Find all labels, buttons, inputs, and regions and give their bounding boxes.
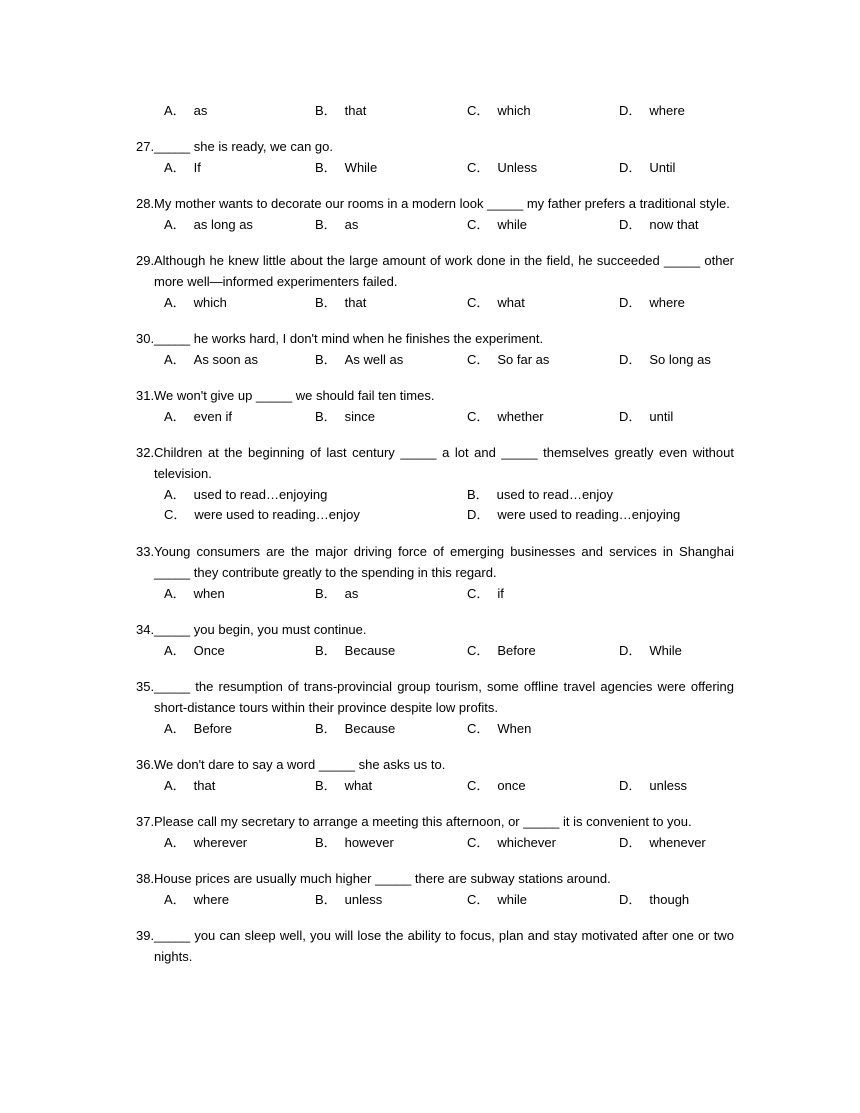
option-text: Once xyxy=(193,643,225,658)
option-text: however xyxy=(344,835,394,850)
option-a xyxy=(164,157,201,178)
option-text: until xyxy=(649,409,674,424)
option-a xyxy=(164,100,207,121)
option-text: while xyxy=(497,892,528,907)
option-text: whenever xyxy=(649,835,706,850)
option-b xyxy=(315,832,394,853)
option-letter: C． xyxy=(467,586,490,601)
option-text: unless xyxy=(344,892,383,907)
option-d xyxy=(619,832,706,853)
option-letter: B． xyxy=(315,778,337,793)
option-a xyxy=(164,484,327,505)
option-a xyxy=(164,406,232,427)
option-letter: D． xyxy=(467,507,490,522)
option-letter: C． xyxy=(164,507,187,522)
option-c xyxy=(467,157,537,178)
question-38 xyxy=(136,868,734,910)
question-stem-line xyxy=(136,541,734,583)
question-stem: We won't give up _____ we should fail ten times. xyxy=(154,388,435,403)
option-row xyxy=(164,583,734,604)
option-c xyxy=(467,583,504,604)
option-text: as xyxy=(344,217,359,232)
option-c xyxy=(467,100,531,121)
option-text: where xyxy=(649,103,685,118)
question-stem: Please call my secretary to arrange a meeting this afternoon, or _____ it is convenient to you. xyxy=(154,814,692,829)
option-text: Before xyxy=(193,721,232,736)
option-a xyxy=(164,640,225,661)
option-a xyxy=(164,583,225,604)
option-letter: A． xyxy=(164,487,186,502)
option-text: While xyxy=(649,643,682,658)
option-letter: B． xyxy=(315,295,337,310)
question-stem: _____ you can sleep well, you will lose the ability to focus, plan and stay motivated after one or two nights. xyxy=(154,928,734,964)
question-30 xyxy=(136,328,734,370)
option-b xyxy=(315,775,372,796)
option-text: Unless xyxy=(497,160,538,175)
option-d xyxy=(619,214,699,235)
option-grid xyxy=(164,484,734,526)
question-number: 32. xyxy=(136,445,155,460)
option-letter: D． xyxy=(619,352,642,367)
question-27 xyxy=(136,136,734,178)
option-text: as long as xyxy=(193,217,253,232)
option-b xyxy=(467,484,613,505)
option-row xyxy=(164,640,734,661)
option-letter: C． xyxy=(467,721,490,736)
option-a xyxy=(164,889,229,910)
question-stem: Young consumers are the major driving force of emerging businesses and services in Shanghai _____ they contribute greatly to the spending in this regard. xyxy=(154,544,734,580)
option-b xyxy=(315,100,366,121)
option-letter: B． xyxy=(467,487,489,502)
option-c xyxy=(467,406,544,427)
question-number: 27. xyxy=(136,139,155,154)
option-text: which xyxy=(497,103,531,118)
option-letter: B． xyxy=(315,160,337,175)
option-letter: B． xyxy=(315,586,337,601)
option-letter: A． xyxy=(164,835,186,850)
question-number: 37. xyxy=(136,814,155,829)
option-letter: B． xyxy=(315,892,337,907)
option-letter: A． xyxy=(164,103,186,118)
question-35 xyxy=(136,676,734,739)
option-d xyxy=(619,349,711,370)
option-text: While xyxy=(344,160,378,175)
question-number: 33. xyxy=(136,544,155,559)
option-b xyxy=(315,640,395,661)
option-text: used to read…enjoy xyxy=(496,487,614,502)
option-letter: D． xyxy=(619,103,642,118)
option-text: that xyxy=(344,295,367,310)
option-d xyxy=(467,504,680,525)
question-stem-line xyxy=(136,442,734,484)
option-d xyxy=(619,775,687,796)
option-text: while xyxy=(497,217,528,232)
question-stem-line xyxy=(136,250,734,292)
option-row xyxy=(164,157,734,178)
option-letter: B． xyxy=(315,103,337,118)
option-d xyxy=(619,157,675,178)
option-letter: C． xyxy=(467,892,490,907)
question-stem: _____ you begin, you must continue. xyxy=(154,622,367,637)
option-text: Before xyxy=(497,643,536,658)
question-stem: My mother wants to decorate our rooms in a modern look _____ my father prefers a traditional style. xyxy=(154,196,730,211)
option-a xyxy=(164,832,247,853)
question-number: 29. xyxy=(136,253,155,268)
option-letter: C． xyxy=(467,643,490,658)
option-text: where xyxy=(649,295,685,310)
option-text: Because xyxy=(344,643,396,658)
option-b xyxy=(315,406,375,427)
option-letter: C． xyxy=(467,835,490,850)
option-text: as xyxy=(193,103,208,118)
option-letter: D． xyxy=(619,295,642,310)
option-d xyxy=(619,406,673,427)
option-text: So far as xyxy=(497,352,550,367)
option-letter: D． xyxy=(619,892,642,907)
option-row xyxy=(164,832,734,853)
option-letter: B． xyxy=(315,835,337,850)
option-text: used to read…enjoying xyxy=(193,487,328,502)
option-letter: B． xyxy=(315,409,337,424)
option-text: were used to reading…enjoy xyxy=(194,507,360,522)
option-letter: C． xyxy=(467,103,490,118)
question-stem-line xyxy=(136,328,734,349)
question-37 xyxy=(136,811,734,853)
option-b xyxy=(315,214,358,235)
question-39 xyxy=(136,925,734,967)
option-letter: B． xyxy=(315,217,337,232)
question-stem-line xyxy=(136,754,734,775)
option-d xyxy=(619,292,685,313)
question-number: 38. xyxy=(136,871,155,886)
question-36 xyxy=(136,754,734,796)
question-number: 39. xyxy=(136,928,155,943)
option-text: unless xyxy=(649,778,687,793)
option-a xyxy=(164,349,258,370)
option-letter: D． xyxy=(619,160,642,175)
question-stem: _____ the resumption of trans-provincial group tourism, some offline travel agencies were offering short-distance tours within their province despite low profits. xyxy=(154,679,734,715)
option-a xyxy=(164,292,227,313)
option-row xyxy=(164,718,734,739)
question-34 xyxy=(136,619,734,661)
question-number: 34. xyxy=(136,622,155,637)
question-stem-line xyxy=(136,619,734,640)
option-text: where xyxy=(193,892,230,907)
option-text: what xyxy=(497,295,525,310)
option-text: that xyxy=(344,103,367,118)
option-row xyxy=(164,292,734,313)
question-stem: _____ she is ready, we can go. xyxy=(154,139,333,154)
option-text: though xyxy=(649,892,690,907)
option-text: once xyxy=(497,778,526,793)
question-33 xyxy=(136,541,734,604)
option-b xyxy=(315,718,395,739)
option-letter: B． xyxy=(315,352,337,367)
option-text: When xyxy=(497,721,532,736)
option-d xyxy=(619,640,682,661)
option-text: whichever xyxy=(497,835,556,850)
option-text: As soon as xyxy=(193,352,258,367)
option-text: were used to reading…enjoying xyxy=(497,507,681,522)
question-stem-line xyxy=(136,811,734,832)
option-letter: C． xyxy=(467,160,490,175)
question-stem-line xyxy=(136,193,734,214)
question-29 xyxy=(136,250,734,313)
option-c xyxy=(467,640,536,661)
option-letter: A． xyxy=(164,721,186,736)
option-text: Because xyxy=(344,721,396,736)
option-letter: D． xyxy=(619,409,642,424)
option-b xyxy=(315,157,377,178)
option-text: As well as xyxy=(344,352,404,367)
option-row xyxy=(164,406,734,427)
option-c xyxy=(164,504,360,525)
option-letter: A． xyxy=(164,778,186,793)
question-stem: House prices are usually much higher _____ there are subway stations around. xyxy=(154,871,611,886)
option-letter: B． xyxy=(315,643,337,658)
option-letter: A． xyxy=(164,892,186,907)
option-text: wherever xyxy=(193,835,248,850)
question-stem-line xyxy=(136,868,734,889)
option-text: what xyxy=(344,778,373,793)
question-stem-line xyxy=(136,136,734,157)
option-c xyxy=(467,832,556,853)
option-letter: C． xyxy=(467,217,490,232)
option-c xyxy=(467,775,526,796)
question-31 xyxy=(136,385,734,427)
option-text: since xyxy=(344,409,376,424)
question-stem: We don't dare to say a word _____ she asks us to. xyxy=(154,757,446,772)
option-row xyxy=(164,775,734,796)
option-letter: B． xyxy=(315,721,337,736)
option-text: Until xyxy=(649,160,676,175)
question-stem: _____ he works hard, I don't mind when he finishes the experiment. xyxy=(154,331,544,346)
option-letter: C． xyxy=(467,778,490,793)
question-number: 28. xyxy=(136,196,155,211)
option-letter: D． xyxy=(619,835,642,850)
option-text: whether xyxy=(497,409,544,424)
question-stem: Children at the beginning of last century _____ a lot and _____ themselves greatly even without television. xyxy=(154,445,734,481)
option-b xyxy=(315,583,358,604)
question-26-options-continued xyxy=(136,100,734,121)
option-row xyxy=(164,214,734,235)
option-letter: C． xyxy=(467,352,490,367)
option-letter: A． xyxy=(164,643,186,658)
option-letter: C． xyxy=(467,295,490,310)
option-letter: A． xyxy=(164,295,186,310)
option-letter: A． xyxy=(164,352,186,367)
question-number: 35. xyxy=(136,679,155,694)
option-text: if xyxy=(497,586,504,601)
option-letter: D． xyxy=(619,217,642,232)
option-b xyxy=(315,889,382,910)
question-number: 30. xyxy=(136,331,155,346)
question-stem-line xyxy=(136,925,734,967)
option-text: So long as xyxy=(649,352,711,367)
option-c xyxy=(467,718,531,739)
option-row xyxy=(164,100,734,121)
question-28 xyxy=(136,193,734,235)
option-row xyxy=(164,349,734,370)
question-number: 31. xyxy=(136,388,155,403)
option-b xyxy=(315,292,366,313)
question-number: 36. xyxy=(136,757,155,772)
option-text: that xyxy=(193,778,216,793)
question-stem-line xyxy=(136,676,734,718)
option-c xyxy=(467,214,527,235)
option-letter: A． xyxy=(164,586,186,601)
option-letter: C． xyxy=(467,409,490,424)
option-a xyxy=(164,718,232,739)
question-32 xyxy=(136,442,734,526)
option-d xyxy=(619,100,685,121)
option-row xyxy=(164,889,734,910)
option-a xyxy=(164,775,215,796)
question-list xyxy=(136,100,734,982)
option-letter: D． xyxy=(619,778,642,793)
option-text: even if xyxy=(193,409,232,424)
option-a xyxy=(164,214,253,235)
option-c xyxy=(467,349,549,370)
option-text: now that xyxy=(649,217,699,232)
option-letter: A． xyxy=(164,160,186,175)
option-b xyxy=(315,349,403,370)
option-text: when xyxy=(193,586,225,601)
option-letter: A． xyxy=(164,217,186,232)
option-letter: D． xyxy=(619,643,642,658)
option-letter: A． xyxy=(164,409,186,424)
option-d xyxy=(619,889,689,910)
question-stem: Although he knew little about the large amount of work done in the field, he succeeded _____ other more well—informed experimenters failed. xyxy=(154,253,734,289)
question-stem-line xyxy=(136,385,734,406)
option-text: which xyxy=(193,295,227,310)
option-c xyxy=(467,889,527,910)
option-text: If xyxy=(193,160,201,175)
option-c xyxy=(467,292,525,313)
option-text: as xyxy=(344,586,359,601)
